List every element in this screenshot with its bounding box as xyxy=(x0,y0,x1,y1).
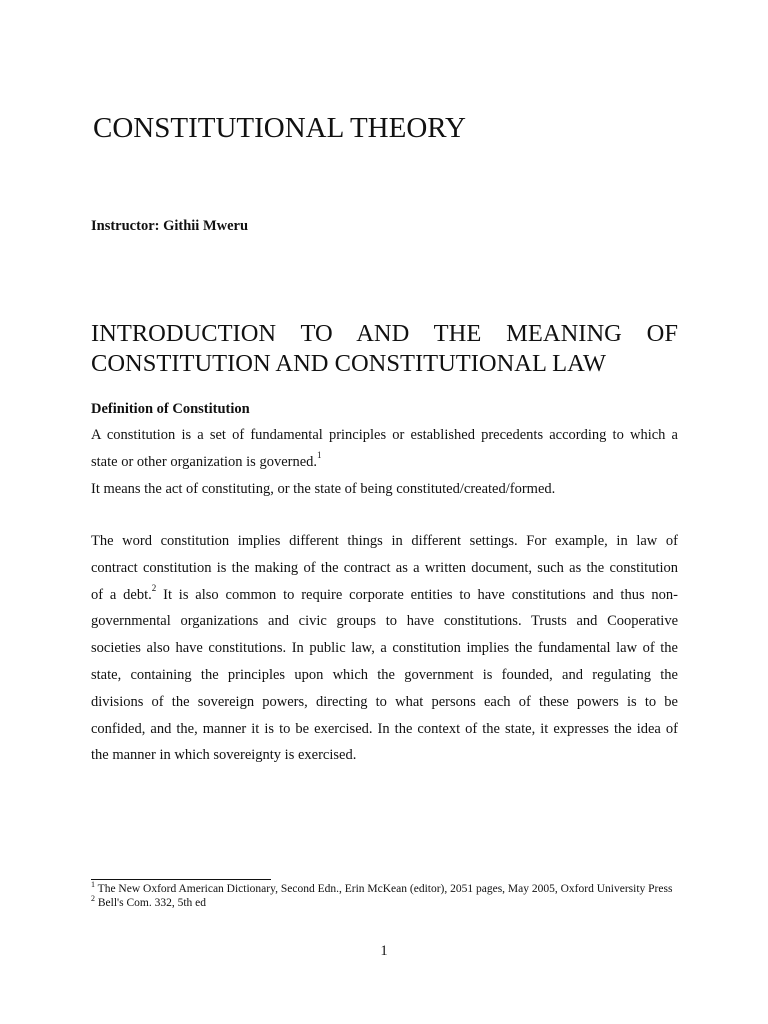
paragraph-text: of a debt. xyxy=(91,586,152,603)
footnote-reference[interactable]: 2 xyxy=(151,582,157,593)
footnotes xyxy=(91,880,678,910)
paragraph-line: governmental organizations and civic groups to have constitutions. Trusts and Cooperative xyxy=(91,613,678,630)
meaning-paragraph xyxy=(91,476,678,503)
definition-paragraph xyxy=(91,422,678,476)
section-heading-line-2: CONSTITUTION AND CONSTITUTIONAL LAW xyxy=(91,350,606,377)
paragraph-line: divisions of the sovereign powers, directing to what persons each of these powers is to be xyxy=(91,693,678,710)
paragraph-line xyxy=(91,582,678,609)
paragraph-text: state or other organization is governed. xyxy=(91,453,318,470)
paragraph-line: The word constitution implies different things in different settings. For example, in law of xyxy=(91,533,678,549)
footnote-text: Bell's Com. 332, 5th ed xyxy=(95,896,207,909)
definition-subheading: Definition of Constitution xyxy=(91,401,250,417)
paragraph-line: contract constitution is the making of the contract as a written document, such as the constitution xyxy=(91,559,678,576)
paragraph-line: It means the act of constituting, or the state of being constituted/created/formed. xyxy=(91,481,556,497)
paragraph-line: A constitution is a set of fundamental principles or established precedents according to which a xyxy=(91,427,678,443)
footnote-separator xyxy=(91,879,271,880)
instructor-line: Instructor: Githii Mweru xyxy=(91,218,249,234)
section-heading xyxy=(91,319,678,379)
paragraph-line: societies also have constitutions. In public law, a constitution implies the fundamental law of the xyxy=(91,640,678,657)
section-heading-line-1: INTRODUCTION TO AND THE MEANING OF xyxy=(91,320,678,347)
footnote-number: 2 xyxy=(91,893,95,903)
footnote-reference[interactable]: 1 xyxy=(317,449,322,460)
paragraph-text: It is also common to require corporate entities to have constitutions and thus non- xyxy=(156,586,678,603)
paragraph-line: the manner in which sovereignty is exercised. xyxy=(91,747,357,764)
document-title: CONSTITUTIONAL THEORY xyxy=(93,112,466,144)
footnote-2 xyxy=(91,893,678,911)
footnote-text: The New Oxford American Dictionary, Second Edn., Erin McKean (editor), 2051 pages, May 2005, Oxford University Press xyxy=(95,883,673,895)
page-number: 1 xyxy=(380,943,388,959)
paragraph-line xyxy=(91,449,678,476)
paragraph-line: confided, and the, manner it is to be exercised. In the context of the state, it expresses the idea of xyxy=(91,720,678,737)
footnote-number: 1 xyxy=(91,880,95,890)
paragraph-line: state, containing the principles upon which the government is founded, and regulating the xyxy=(91,666,678,683)
footnote-1 xyxy=(91,880,678,897)
settings-paragraph xyxy=(91,528,678,769)
